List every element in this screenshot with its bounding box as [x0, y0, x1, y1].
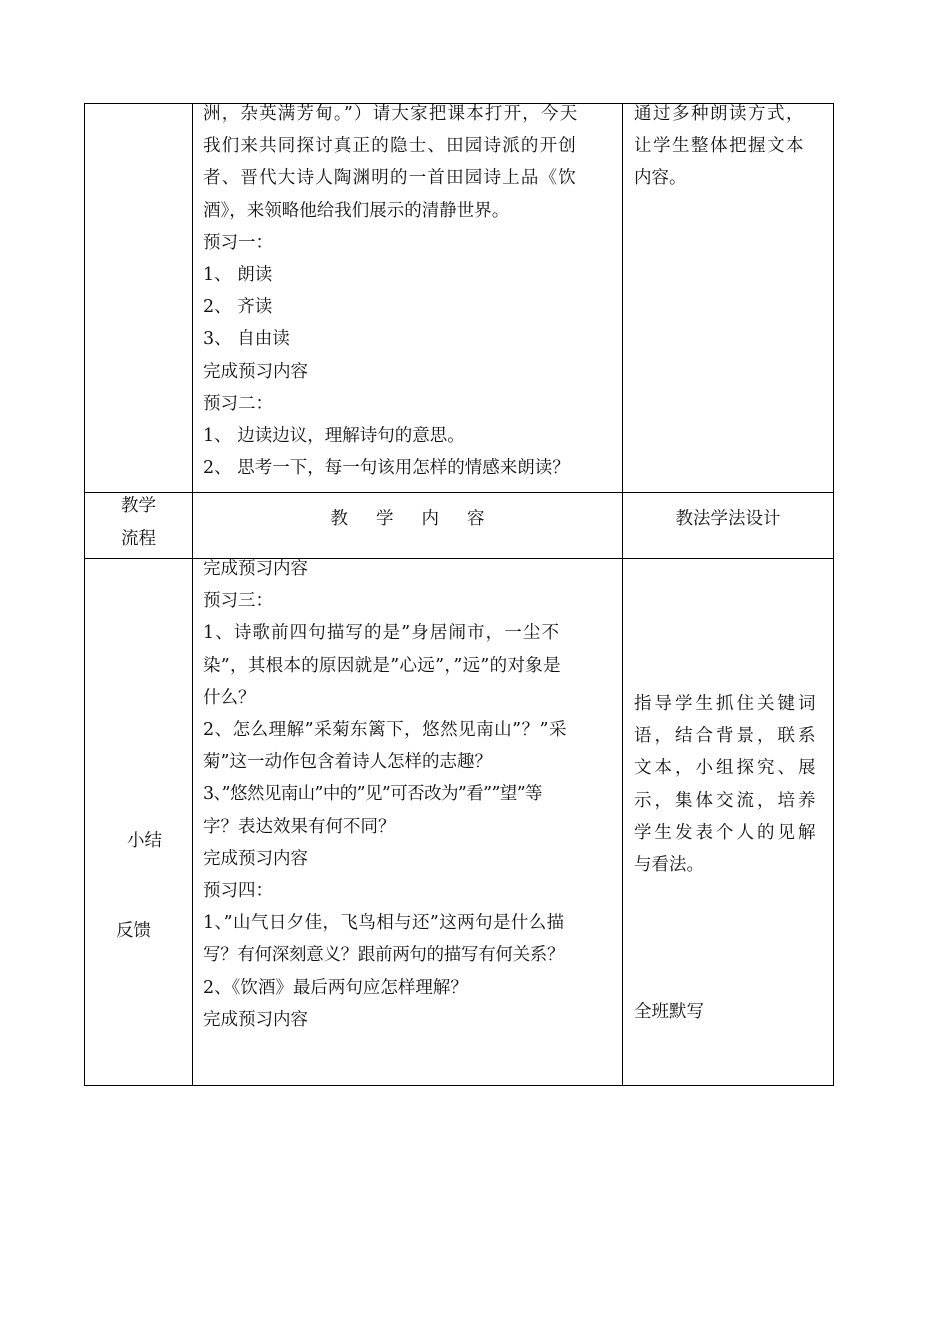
- content-line: 1、诗歌前四句描写的是”身居闹市，一尘不: [203, 623, 561, 644]
- content-line: 写？有何深刻意义？跟前两句的描写有何关系？: [203, 945, 565, 966]
- method-line: 让学生整体把握文本: [634, 136, 805, 157]
- content-line: 1、”山气日夕佳，飞鸟相与还”这两句是什么描: [203, 913, 565, 934]
- content-line: 2、 思考一下，每一句该用怎样的情感来朗读？: [203, 458, 570, 479]
- method-line: 与看法。: [634, 855, 704, 876]
- content-line: 者、晋代大诗人陶渊明的一首田园诗上品《饮: [203, 168, 577, 189]
- content-line: 预习三：: [203, 591, 273, 612]
- method-header: 教法学法设计: [675, 509, 781, 529]
- bottom-method-cell: [634, 688, 819, 881]
- content-line: 完成预习内容: [203, 848, 308, 869]
- content-line: 完成预习内容: [203, 559, 308, 579]
- content-line: 什么？: [203, 687, 256, 708]
- content-line: 洲，杂英满芳甸。”）请大家把课本打开，今天: [203, 104, 579, 124]
- content-line: 预习一：: [203, 232, 273, 253]
- table-right-border: [833, 103, 834, 1086]
- content-line: 2、怎么理解”采菊东篱下，悠然见南山”？”采: [203, 720, 567, 741]
- bottom-content-cell: [203, 553, 567, 1036]
- content-line: 完成预习内容: [203, 361, 308, 382]
- method-note: 全班默写: [634, 1002, 704, 1022]
- content-line: 3、”悠然见南山”中的”见”可否改为”看””望”等: [203, 784, 542, 805]
- table-bottom-border: [84, 1085, 834, 1086]
- content-line: 3、 自由读: [203, 329, 290, 350]
- content-line: 字？表达效果有何不同？: [203, 816, 396, 837]
- table-left-border: [84, 103, 85, 1086]
- content-line: 酒》，来领略他给我们展示的清静世界。: [203, 200, 510, 221]
- stage-label-summary: 小结: [127, 831, 162, 851]
- top-method-cell: [634, 98, 805, 195]
- content-line: 2、《饮酒》最后两句应怎样理解？: [203, 977, 468, 998]
- method-line: 文本，小组探究、展: [634, 758, 819, 779]
- content-line: 1、 朗读: [203, 265, 273, 286]
- method-line: 通过多种朗读方式，: [634, 104, 805, 124]
- flow-header-line: 流程: [121, 529, 156, 549]
- table-column-divider: [622, 103, 623, 1086]
- content-line: 我们来共同探讨真正的隐士、田园诗派的开创: [203, 136, 577, 157]
- method-line: 内容。: [634, 168, 687, 189]
- content-line: 染”，其根本的原因就是”心远”，”远”的对象是: [203, 655, 561, 676]
- method-line: 学生发表个人的见解: [634, 822, 819, 843]
- top-content-cell: [203, 98, 578, 484]
- table-column-divider: [192, 103, 193, 1086]
- content-line: 2、 齐读: [203, 297, 273, 318]
- method-line: 语，结合背景，联系: [634, 726, 819, 747]
- flow-header-line: 教学: [121, 496, 156, 516]
- content-line: 预习二：: [203, 393, 273, 414]
- method-line: 指导学生抓住关键词: [634, 694, 819, 714]
- content-line: 预习四：: [203, 881, 273, 902]
- stage-label-feedback: 反馈: [116, 921, 151, 941]
- content-line: 1、 边读边议，理解诗句的意思。: [203, 426, 465, 447]
- flow-header-cell: [85, 490, 192, 556]
- content-header: 教学内容: [330, 509, 513, 529]
- method-line: 示，集体交流，培养: [634, 790, 819, 811]
- content-line: 菊”这一动作包含着诗人怎样的志趣？: [203, 752, 492, 773]
- table-row-divider: [84, 492, 834, 493]
- content-line: 完成预习内容: [203, 1009, 308, 1030]
